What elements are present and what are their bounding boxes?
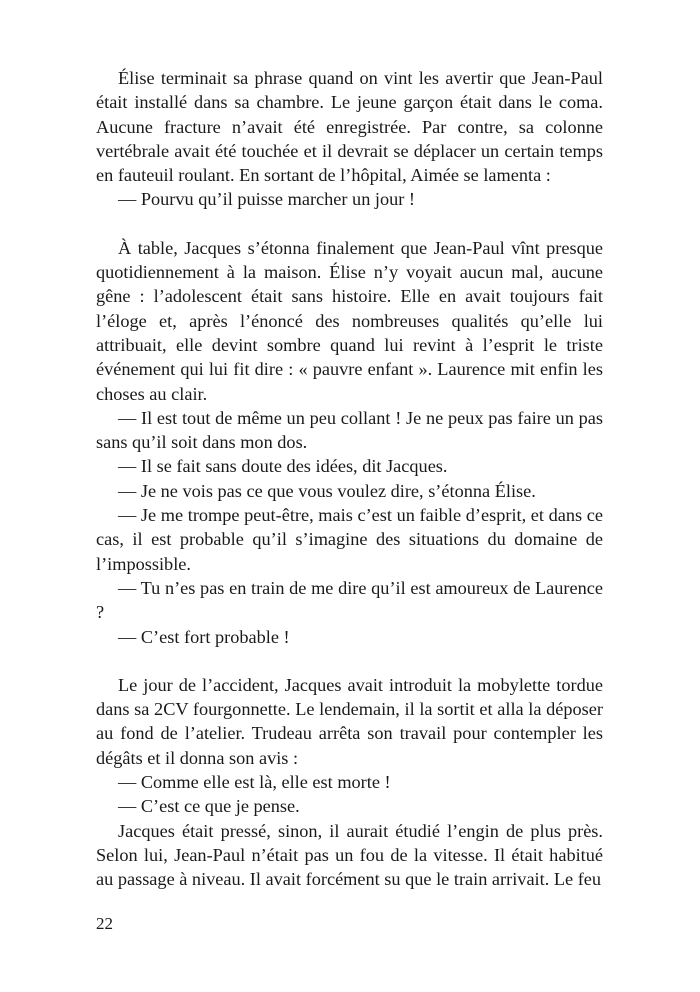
dialogue-line: — Pourvu qu’il puisse marcher un jour ! <box>118 189 416 210</box>
dialogue-line: — Comme elle est là, elle est morte ! <box>118 772 391 793</box>
section-break <box>96 649 603 673</box>
page-number: 22 <box>96 914 113 933</box>
page-text <box>96 66 603 892</box>
dialogue-line: — Tu n’es pas en train de me dire qu’il est amoureux de Laurence ? <box>96 577 603 623</box>
dialogue-line: — C’est ce que je pense. <box>118 796 300 817</box>
section-break <box>96 212 603 236</box>
paragraph: Élise terminait sa phrase quand on vint les avertir que Jean-Paul était installé dans sa chambre. Le jeune garçon était dans le coma. Aucune fracture n’avait été enregistrée. Par contre, sa colonne vertébrale avait été touchée et il devrait se déplacer un certain temps en fauteuil roulant. En sortant de l’hôpital, Aimée se lamenta : <box>96 68 603 186</box>
paragraph: À table, Jacques s’étonna finalement que Jean-Paul vînt presque quotidiennement à la maison. Élise n’y voyait aucun mal, aucune gêne : l’adolescent était sans histoire. Elle en avait toujours fait l’éloge et, après l’énoncé des nombreuses qualités qu’elle lui attribuait, elle devint sombre quand lui revint à l’esprit le triste événement qui lui fit dire : « pauvre enfant ». Laurence mit enfin les choses au clair. <box>96 237 603 404</box>
paragraph: Le jour de l’accident, Jacques avait introduit la mobylette tordue dans sa 2CV fourgonnette. Le lendemain, il la sortit et alla la déposer au fond de l’atelier. Trudeau arrêta son travail pour contempler les dégâts et il donna son avis : <box>96 674 603 768</box>
paragraph: Jacques était pressé, sinon, il aurait étudié l’engin de plus près. Selon lui, Jean-Paul n’était pas un fou de la vitesse. Il était habitué au passage à niveau. Il avait forcément su que le train arrivait. Le feu <box>96 820 603 890</box>
dialogue-line: — Je ne vois pas ce que vous voulez dire, s’étonna Élise. <box>118 480 536 501</box>
section-2 <box>96 236 603 649</box>
dialogue-line: — Il se fait sans doute des idées, dit Jacques. <box>118 456 448 477</box>
dialogue-line: — C’est fort probable ! <box>118 626 290 647</box>
section-1 <box>96 66 603 212</box>
dialogue-line: — Je me trompe peut-être, mais c’est un faible d’esprit, et dans ce cas, il est probable qu’il s’imagine des situations du domaine de l’impossible. <box>96 505 603 574</box>
dialogue-line: — Il est tout de même un peu collant ! Je ne peux pas faire un pas sans qu’il soit dans mon dos. <box>96 407 603 453</box>
section-3 <box>96 673 603 892</box>
